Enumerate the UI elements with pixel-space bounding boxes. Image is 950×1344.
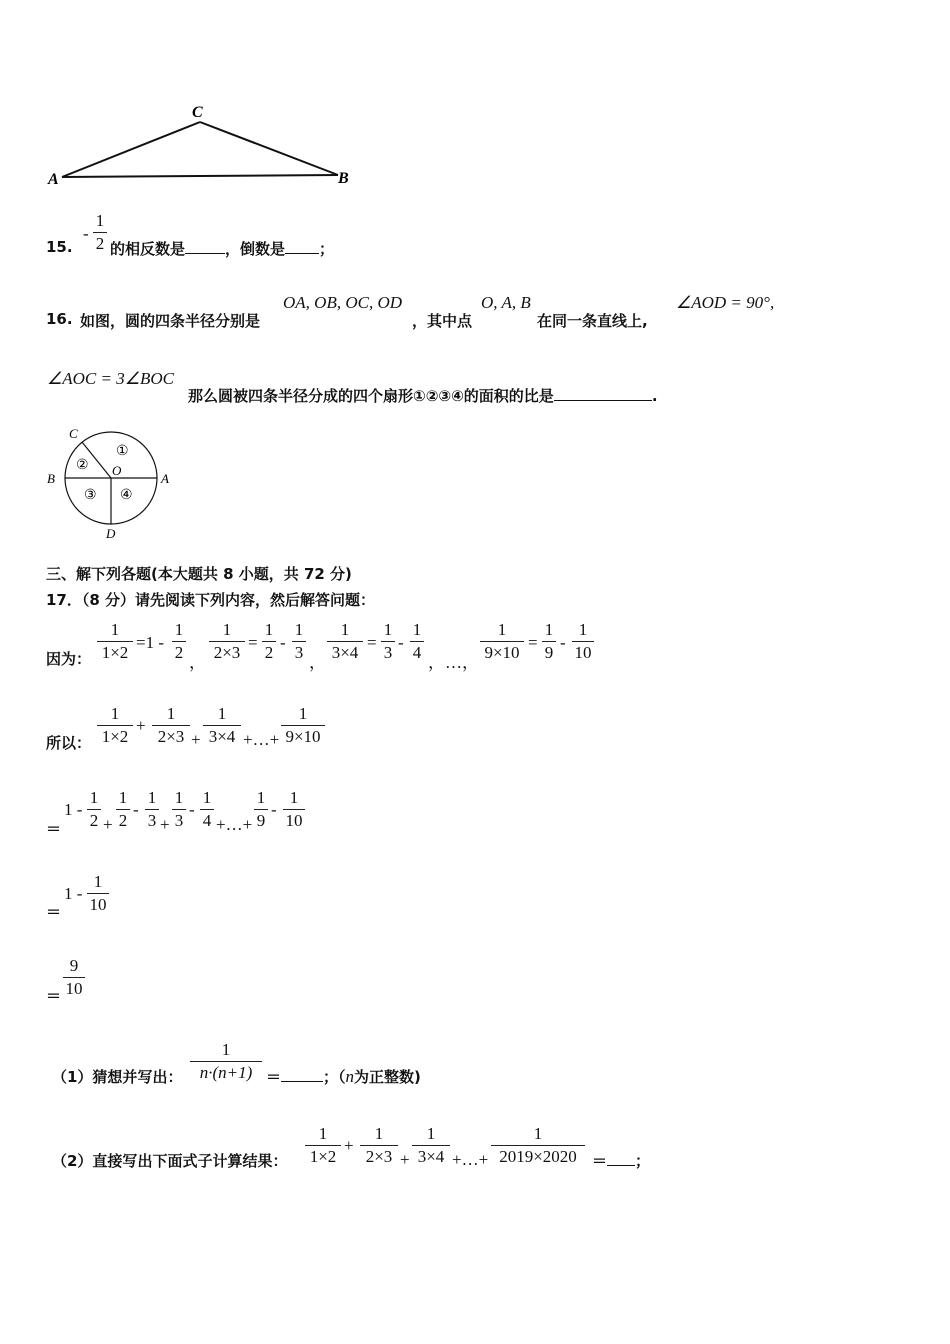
part2-blank (607, 1151, 635, 1166)
frac: $\frac{1}{2\times 3}$ (152, 703, 190, 748)
part1-blank (281, 1067, 323, 1082)
sector-3: ③ (84, 488, 97, 503)
vertex-label-c: C (192, 104, 203, 121)
frac: $\frac{1}{3}$ (292, 619, 306, 664)
frac: $\frac{1}{3}$ (172, 787, 186, 832)
op: = (248, 633, 258, 652)
sector-2: ② (76, 458, 89, 473)
frac: $\frac{1}{4}$ (410, 619, 424, 664)
part1-n: n (345, 1067, 355, 1086)
q16-text5: . (651, 387, 658, 405)
q15-text (110, 238, 334, 259)
op: =1 - (136, 633, 164, 652)
op: +…+ (452, 1150, 489, 1169)
part1-text: （1）猜想并写出： (52, 1068, 183, 1086)
frac: $\frac{1}{10}$ (283, 787, 305, 832)
q16-angle-aod: ∠AOD = 90°, (676, 293, 775, 312)
q16-text3: 在同一条直线上, (537, 312, 648, 330)
q15-blank-reciprocal (285, 239, 319, 254)
side-ac (62, 122, 200, 177)
part2-last-fraction: $\frac{1}{2019\times 2020}$ (491, 1123, 585, 1168)
op: - (189, 800, 195, 819)
q15-text2: ，倒数是 (225, 240, 286, 258)
part1-tail1: ；（ (323, 1068, 346, 1086)
section-3-title: 三、解下列各题(本大题共 8 小题，共 72 分) (46, 565, 352, 583)
frac: $\frac{1}{9\times 10}$ (480, 619, 524, 664)
q16-blank-ratio (554, 386, 652, 401)
circle-label-c: C (69, 426, 78, 441)
triangle-figure (40, 95, 370, 195)
circle-label-a: A (161, 471, 169, 486)
op: = (528, 633, 538, 652)
q15-frac-num: 1 (95, 211, 105, 230)
sector-1: ① (116, 444, 129, 459)
circle-label-b: B (47, 471, 55, 486)
op: 1 - (64, 884, 83, 903)
q15-text3: ； (319, 240, 335, 258)
q15-frac-den: 2 (93, 232, 107, 255)
frac: $\frac{1}{3}$ (381, 619, 395, 664)
op: + (191, 730, 201, 749)
q16-text4 (188, 385, 658, 406)
op: +…+ (243, 730, 280, 749)
op: = (367, 633, 377, 652)
q16-radii: OA, OB, OC, OD (283, 293, 402, 312)
op: - (271, 800, 277, 819)
op: + (136, 716, 146, 735)
op: + (400, 1150, 410, 1169)
frac: $\frac{1}{1\times 2}$ (305, 1123, 341, 1168)
frac: $\frac{9}{10}$ (63, 955, 85, 1000)
part2-eq: ＝ (592, 1152, 608, 1170)
circle-figure (40, 420, 180, 550)
q16-text1: 如图，圆的四条半径分别是 (80, 312, 261, 330)
frac: $\frac{1}{2}$ (87, 787, 101, 832)
frac: $\frac{1}{3\times 4}$ (203, 703, 241, 748)
q15-minus: - (83, 224, 89, 243)
part1-fraction (190, 1039, 262, 1084)
op: - (133, 800, 139, 819)
frac: $\frac{1}{2}$ (262, 619, 276, 664)
frac: $\frac{1}{3}$ (145, 787, 159, 832)
op: 1 - (64, 800, 83, 819)
comma: ， (189, 653, 206, 672)
frac: $\frac{1}{3\times 4}$ (327, 619, 363, 664)
vertex-label-a: A (48, 171, 59, 188)
part1-tail2: 为正整数) (354, 1068, 421, 1086)
frac: $\frac{1}{2\times 3}$ (360, 1123, 398, 1168)
q15-fraction (93, 210, 107, 255)
op: + (344, 1136, 354, 1155)
op: - (560, 633, 566, 652)
q17-intro: 17．（8 分）请先阅读下列内容，然后解答问题： (46, 591, 376, 609)
eq-sign-1: ＝ (46, 820, 62, 838)
q16-points: O, A, B (481, 293, 531, 312)
op: - (280, 633, 286, 652)
q15-number: 15. (46, 238, 73, 256)
circle-label-o: O (112, 463, 122, 478)
op: +…+ (216, 815, 253, 834)
op: + (103, 815, 113, 834)
circle-label-d: D (106, 526, 116, 541)
q16-angle-aoc: ∠AOC = 3∠BOC (47, 369, 174, 388)
frac: $\frac{1}{2\times 3}$ (209, 619, 245, 664)
sector-4: ④ (120, 488, 133, 503)
q15-text1: 的相反数是 (110, 240, 186, 258)
frac: $\frac{1}{9}$ (254, 787, 268, 832)
vertex-label-b: B (338, 170, 349, 187)
part1-eq: ＝ (266, 1068, 282, 1086)
part1-frac-num: 1 (221, 1040, 231, 1059)
frac: $\frac{1}{2}$ (116, 787, 130, 832)
part2-tail-text: ； (635, 1152, 651, 1170)
q16-text4-label: 那么圆被四条半径分成的四个扇形①②③④的面积的比是 (188, 387, 554, 405)
frac: $\frac{1}{10}$ (572, 619, 594, 664)
frac: $\frac{1}{9\times 10}$ (281, 703, 325, 748)
eq-sign-2: ＝ (46, 903, 62, 921)
so-label: 所以： (46, 734, 92, 752)
because-label: 因为： (46, 650, 92, 668)
part1-tail (266, 1066, 421, 1087)
frac: $\frac{1}{1\times 2}$ (97, 703, 133, 748)
op: - (398, 633, 404, 652)
comma: ， (309, 653, 326, 672)
ellipsis: ，…， (428, 653, 479, 672)
frac: $\frac{1}{2}$ (172, 619, 186, 664)
part1-frac-den: n·(n+1) (190, 1061, 262, 1084)
part2-tail (592, 1150, 650, 1171)
q15-blank-opposite (185, 239, 225, 254)
part2-last-den: 2019×2020 (491, 1145, 585, 1168)
side-cb (200, 122, 338, 175)
frac: $\frac{1}{3\times 4}$ (412, 1123, 450, 1168)
frac: $\frac{1}{10}$ (87, 871, 109, 916)
frac: $\frac{1}{1\times 2}$ (97, 619, 133, 664)
eq-sign-3: ＝ (46, 987, 62, 1005)
frac: $\frac{1}{4}$ (200, 787, 214, 832)
frac: $\frac{1}{9}$ (542, 619, 556, 664)
q16-number: 16. (46, 310, 73, 328)
part2-text: （2）直接写出下面式子计算结果： (52, 1152, 288, 1170)
op: + (160, 815, 170, 834)
q16-text2: ，其中点 (412, 312, 473, 330)
side-ab (62, 175, 338, 177)
